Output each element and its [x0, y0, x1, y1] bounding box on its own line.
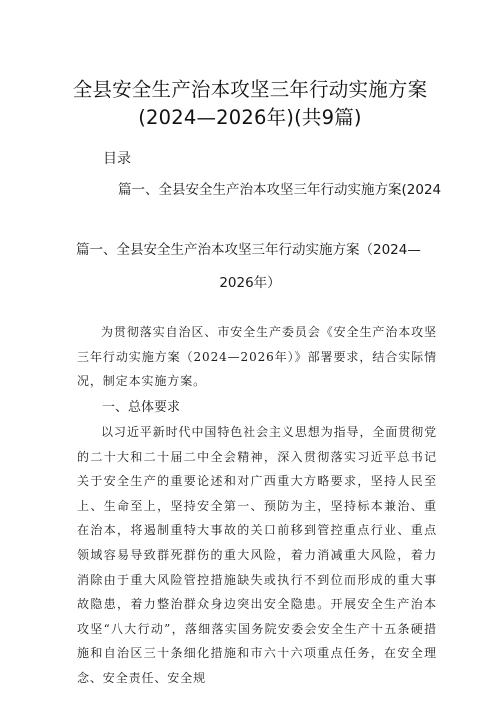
- toc-heading: 目录: [103, 151, 131, 167]
- document-title-line1: 全县安全生产治本攻坚三年行动实施方案: [72, 78, 428, 101]
- document-title-line2: (2024—2026年)(共9篇): [138, 106, 362, 129]
- toc-item[interactable]: 篇一、全县安全生产治本攻坚三年行动实施方案(2024: [118, 182, 442, 198]
- section-heading-1: 一、总体要求: [102, 400, 181, 415]
- intro-paragraph: 为贯彻落实自治区、市安全生产委员会《安全生产治本攻坚三年行动实施方案（2024—2026年）》部署要求，结合实际情况，制定本实施方案。: [77, 325, 437, 389]
- section-title-line1: 篇一、全县安全生产治本攻坚三年行动实施方案（2024—: [76, 242, 421, 258]
- section-title-line2: 2026年）: [219, 275, 281, 291]
- body-paragraph-1: 以习近平新时代中国特色社会主义思想为指导，全面贯彻党的二十大和二十届二中全会精神，深入贯彻落实习近平总书记关于安全生产的重要论述和对广西重大方略要求，坚持人民至上、生命至上，坚持安全第一、预防为主，坚持标本兼治、重在治本，将遏制重特大事故的关口前移到管控重点行业、重点领域容易导致群死群伤的重大风险，着力消减重大风险，着力消除由于重大风险管控措施缺失或执行不到位而形成的重大事故隐患，着力整治群众身边突出安全隐患。开展安全生产治本攻坚“八大行动”，落细落实国务院安委会安全生产十五条硬措施和自治区三十条细化措施和市六十六项重点任务，在安全理念、安全责任、安全规: [77, 425, 437, 685]
